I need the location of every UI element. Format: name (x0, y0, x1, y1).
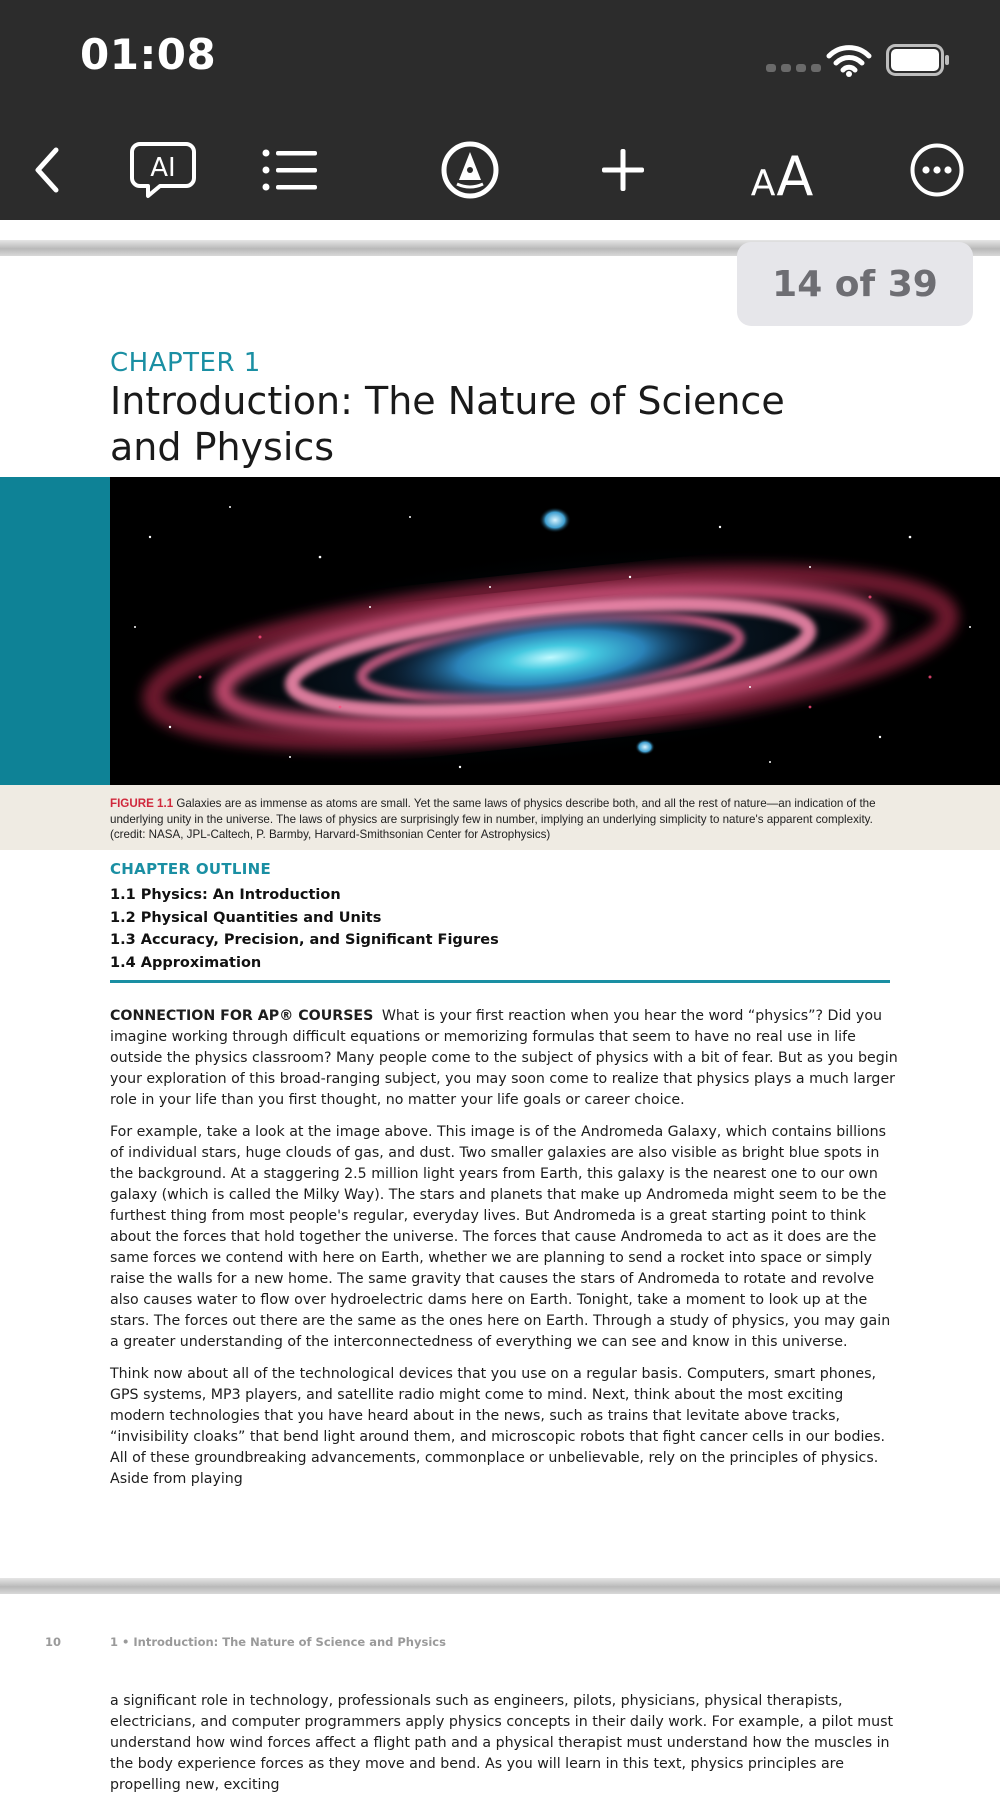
cellular-signal-icon (766, 64, 821, 72)
markup-button[interactable] (430, 130, 510, 210)
battery-icon (886, 44, 950, 76)
figure-caption (110, 796, 890, 843)
outline-divider (110, 980, 890, 983)
figure-caption-text: Galaxies are as immense as atoms are small. Yet the same laws of physics describe both, and all the rest of nature—an indication of the underlying unity in the universe. The laws of physics are surprisingly few in number, implying an underlying simplicity to nature's apparent complexity. (credit: NASA, JPL-Caltech, P. Barmby, Harvard-Smithsonian Center for Astrophysics) (110, 797, 876, 841)
back-button[interactable] (8, 130, 88, 210)
body-paragraph: Think now about all of the technological devices that you use on a regular basis. Computers, smart phones, GPS systems, MP3 players, and satellite radio might come to mind. Next, think about the most exciting modern technologies that you have heard about in the news, such as trains that levitate above tracks, “invisibility cloaks” that bend light around them, and microscopic robots that fight cancer cells in our bodies. All of these groundbreaking advancements, commonplace or unbelievable, rely on the principles of physics. Aside from playing (110, 1366, 886, 1487)
font-size-small-label: A (750, 163, 776, 204)
page-divider (0, 1578, 1000, 1594)
body-paragraph: For example, take a look at the image above. This image is of the Andromeda Galaxy, which contains billions of individual stars, huge clouds of gas, and dust. Two smaller galaxies are also visible as bright blue spots in the background. At a staggering 2.5 million light years from Earth, this galaxy is the nearest one to our own galaxy (which is called the Milky Way). The stars and planets that make up Andromeda might seem to be the furthest thing from most people's regular, everyday lives. But Andromeda is a great starting point to think about the forces that hold together the universe. The forces that cause Andromeda to act as it does are the same forces we contend with here on Earth, whether we are planning to send a rocket into space or simply raise the walls for a new home. The same gravity that causes the stars of Andromeda to rotate and revolve also causes water to flow over hydroelectric dams here on Earth. Tonight, take a moment to look up at the stars. The forces out there are the same as the ones here on Earth. Through a study of physics, you may gain a greater understanding of the interconnectedness of everything we can see and know in this universe. (110, 1124, 891, 1350)
add-button[interactable] (583, 130, 663, 210)
ai-label: AI (150, 153, 176, 183)
outline-item[interactable]: 1.3 Accuracy, Precision, and Significant Figures (110, 932, 499, 949)
page-counter-badge: 14 of 39 (737, 242, 973, 326)
outline-item[interactable]: 1.4 Approximation (110, 954, 262, 971)
ap-connection-heading: CONNECTION FOR AP® COURSES (110, 1008, 374, 1024)
chapter-outline-list (110, 884, 499, 974)
chevron-left-icon (28, 145, 68, 195)
font-size-big-label: A (776, 145, 814, 208)
ai-assistant-button[interactable] (123, 130, 203, 210)
ellipsis-circle-icon (909, 142, 965, 198)
body-paragraph-text: What is your first reaction when you hear the word “physics”? Did you imagine working through difficult equations or memorizing formulas that seem to have no real use in life outside the physics classroom? Many people come to the subject of physics with a bit of fear. But as you begin your exploration of this broad-ranging subject, you may soon come to realize that physics plays a much larger role in your life than you first thought, no matter your life goals or career choice. (110, 1008, 898, 1108)
more-options-button[interactable] (897, 130, 977, 210)
chapter-title: Introduction: The Nature of Science and Physics (110, 379, 785, 469)
ai-chat-icon (130, 140, 196, 200)
font-size-button[interactable] (740, 132, 824, 208)
outline-item[interactable]: 1.2 Physical Quantities and Units (110, 909, 382, 926)
body-paragraph (110, 1006, 900, 1111)
pen-circle-icon (440, 140, 500, 200)
figure-accent-band (0, 477, 110, 785)
figure-label: FIGURE 1.1 (110, 797, 174, 810)
table-of-contents-button[interactable] (250, 130, 330, 210)
running-header: 1 • Introduction: The Nature of Science and Physics (110, 1635, 446, 1649)
outline-item[interactable]: 1.1 Physics: An Introduction (110, 887, 341, 903)
chapter-label: CHAPTER 1 (110, 348, 261, 378)
page-number: 10 (45, 1635, 62, 1649)
top-toolbar (0, 0, 1000, 220)
list-icon (261, 148, 319, 192)
wifi-icon (826, 44, 872, 78)
status-time: 01:08 (80, 30, 217, 79)
plus-icon (600, 147, 646, 193)
chapter-outline-heading: CHAPTER OUTLINE (110, 860, 272, 878)
figure-image (0, 477, 1000, 785)
andromeda-galaxy-image (110, 477, 1000, 785)
body-paragraph: a significant role in technology, professionals such as engineers, pilots, physicians, physical therapists, electricians, and computer programmers apply physics concepts in their daily work. For example, a pilot must understand how wind forces affect a flight path and a physical therapist must understand how the muscles in the body experience forces as they move and bend. As you will learn in this text, physics principles are propelling new, exciting (110, 1693, 894, 1793)
